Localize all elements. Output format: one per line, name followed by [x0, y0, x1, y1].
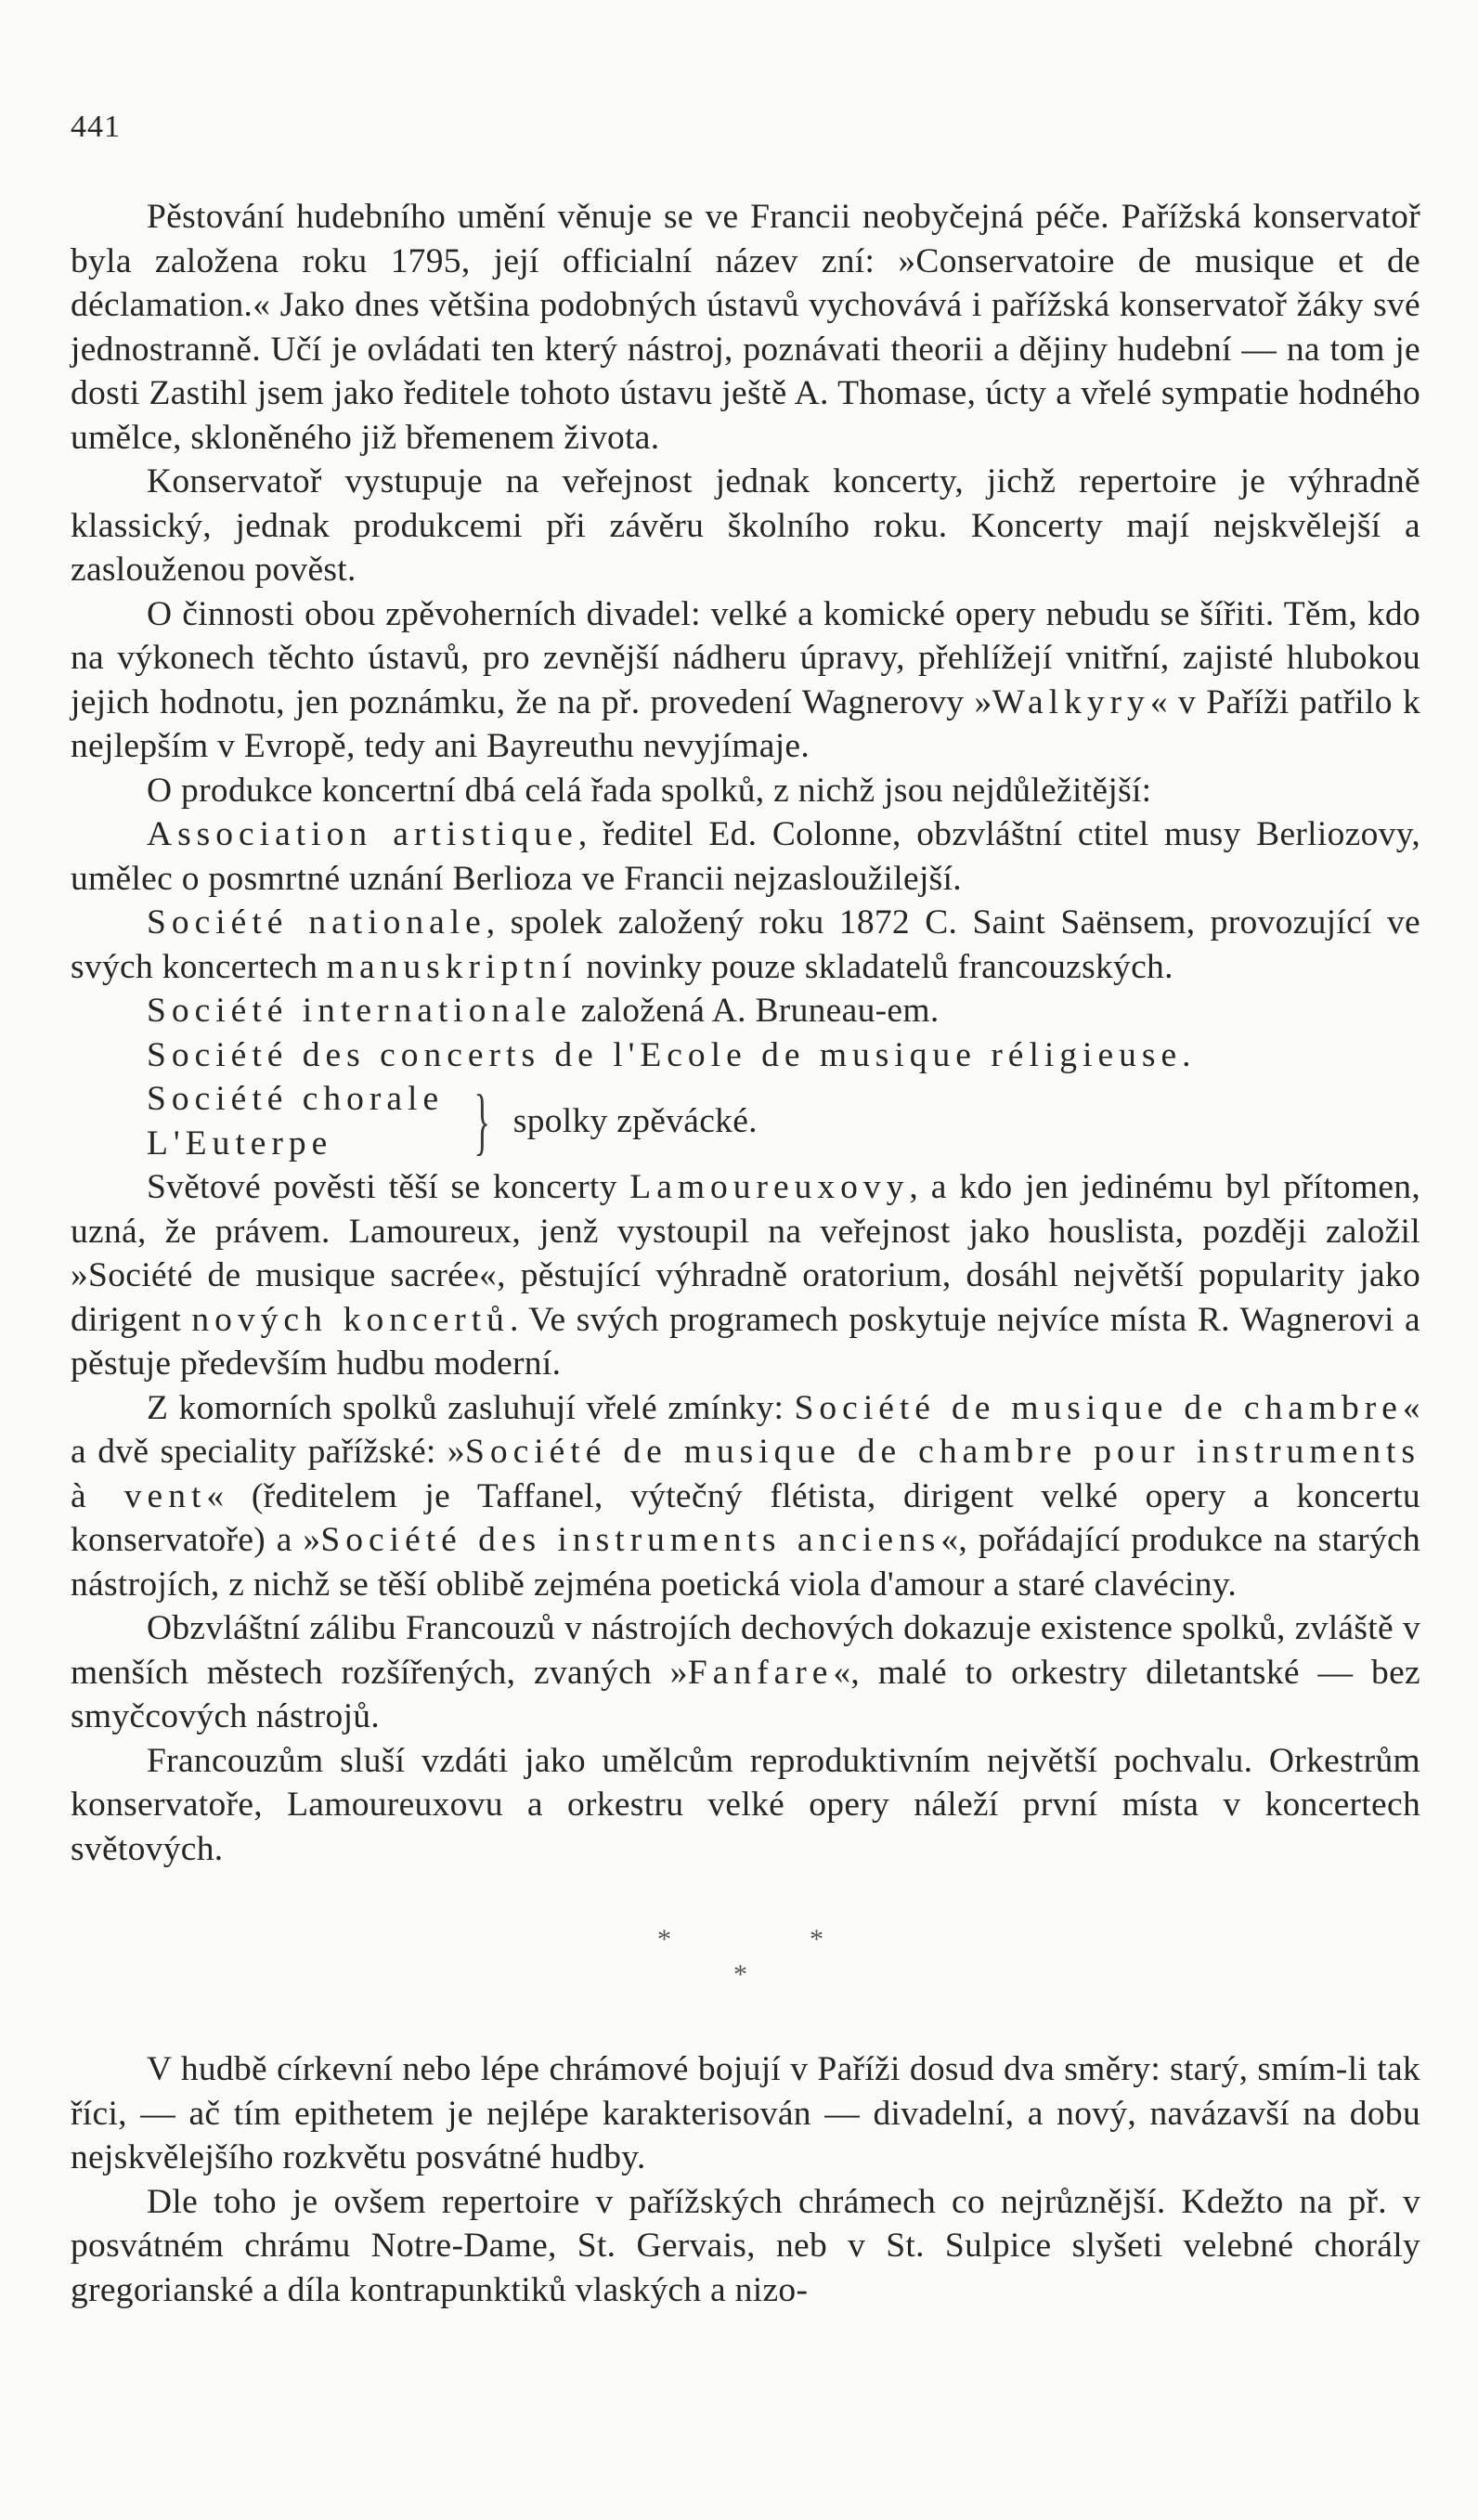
choral-societies-group	[147, 1077, 1420, 1165]
asterisk: *	[810, 1924, 824, 1955]
paragraph-societe-internationale: Société internationale založená A. Bruneau-em.	[147, 992, 940, 1030]
page-number: 441	[71, 110, 121, 144]
choral-societies-note: spolky zpěvácké.	[512, 1101, 758, 1140]
spaced-term: Fanfare	[687, 1653, 834, 1692]
spaced-term: Société des instruments anciens	[320, 1521, 941, 1559]
paragraph-association-artistique: Association artistique, ředitel Ed. Colonne, obzvláštní ctitel musy Berliozovy, umělec o posmrtné uznání Berlioza ve Francii nejzasloužilejší.	[71, 815, 1420, 898]
paragraph-societe-nationale: Société nationale, spolek založený roku 1872 C. Saint Saënsem, provozující ve svých koncertech manuskriptní novinky pouze skladatelů francouzských.	[71, 903, 1420, 986]
spaced-term: manuskriptní	[326, 947, 577, 986]
choral-society-name: Société chorale	[147, 1080, 445, 1118]
spaced-term: Société des concerts de l'Ecole de musique réligieuse	[147, 1035, 1183, 1074]
page-text	[71, 195, 1420, 2312]
paragraph-conservatoire: Pěstování hudebního umění věnuje se ve Francii neobyčejná péče. Pařížská konservatoř byla založena roku 1795, její officialní název zní: »Conservatoire de musique et de déclamation.« Jako dnes většina podobných ústavů vychovává i pařížská konservatoř žáky své jednostranně. Učí je ovládati ten který nástroj, poznávati theorii a dějiny hudební — na tom je dosti Zastihl jsem jako ředitele tohoto ústavu ještě A. Thomase, úcty a vřelé sympatie hodného umělce, skloněného již břemenem života.	[71, 198, 1420, 457]
spaced-term: Société nationale	[147, 903, 486, 942]
spaced-term: Société internationale	[147, 992, 572, 1030]
section-separator	[71, 1908, 1420, 2020]
spaced-term: Lamoureuxovy	[629, 1168, 910, 1206]
spaced-term: nových koncertů	[191, 1300, 510, 1339]
asterisk: *	[657, 1924, 672, 1955]
paragraph-societies-intro: O produkce koncertní dbá celá řada spolků, z nichž jsou nejdůležitější:	[147, 771, 1152, 810]
paragraph-church-music: V hudbě církevní nebo lépe chrámové bojují v Paříži dosud dva směry: starý, smím-li tak říci, — ač tím epithetem je nejlépe karakterisován — divadelní, a nový, navázavší na dobu nejskvělejšího rozkvětu posvátné hudby.	[71, 2050, 1420, 2176]
asterisk: *	[733, 1959, 748, 1990]
curly-brace: }	[473, 1080, 491, 1163]
spaced-term: Association artistique	[147, 815, 578, 853]
paragraph-societe-concerts: Société des concerts de l'Ecole de musique réligieuse.	[147, 1035, 1191, 1074]
paragraph-chamber-music: Z komorních spolků zasluhují vřelé zmínky: Société de musique de chambre« a dvě speciality pařížské: »Société de musique de chambre pour instruments à vent« (ředitelem je Taffanel, výtečný flétista, dirigent velké opery a koncertu konservatoře) a »Société des instruments anciens«, pořádající produkce na starých nástrojích, z nichž se těší oblibě zejména poetická viola d'amour a staré clavéciny.	[71, 1388, 1420, 1604]
paragraph-opera: O činnosti obou zpěvoherních divadel: velké a komické opery nebudu se šířiti. Těm, kdo na výkonech těchto ústavů, pro zevnější nádheru úpravy, přehlížejí vnitřní, zajisté hlubokou jejich hodnotu, jen poznámku, že na př. provedení Wagnerovy »Walkyry« v Paříži patřilo k nejlepším v Evropě, tedy ani Bayreuthu nevyjímaje.	[71, 594, 1421, 765]
paragraph-praise: Francouzům sluší vzdáti jako umělcům reproduktivním největší pochvalu. Orkestrům konservatoře, Lamoureuxovu a orkestru velké opery náleží první místa v koncertech světových.	[71, 1741, 1420, 1868]
paragraph-repertoire: Dle toho je ovšem repertoire v pařížských chrámech co nejrůznější. Kdežto na př. v posvátném chrámu Notre-Dame, St. Gervais, neb v St. Sulpice slyšeti velebné chorály gregorianské a díla kontrapunktiků vlaských a nizo-	[71, 2182, 1420, 2309]
spaced-term: Société de musique de chambre	[794, 1388, 1403, 1427]
spaced-term: Société de musique de chambre pour instruments à vent	[71, 1433, 1420, 1515]
paragraph-wind-instruments: Obzvláštní zálibu Francouzů v nástrojích dechových dokazuje existence spolků, zvláště v menších městech rozšířených, zvaných »Fanfare«, malé to orkestry diletantské — bez smyčcových nástrojů.	[71, 1609, 1420, 1735]
paragraph-concerts: Konservatoř vystupuje na veřejnost jednak koncerty, jichž repertoire je výhradně klassický, jednak produkcemi při závěru školního roku. Koncerty mají nejskvělejší a zaslouženou pověst.	[71, 462, 1420, 589]
spaced-term: Walkyry	[992, 682, 1150, 721]
paragraph-lamoureux: Světové pověsti těší se koncerty Lamoureuxovy, a kdo jen jedinému byl přítomen, uzná, že právem. Lamoureux, jenž vystoupil na veřejnost jako houslista, později založil »Société de musique sacrée«, pěstující výhradně oratorium, dosáhl největší popularity jako dirigent nových koncertů. Ve svých programech poskytuje nejvíce místa R. Wagnerovi a pěstuje především hudbu moderní.	[71, 1168, 1421, 1383]
choral-society-name: L'Euterpe	[147, 1124, 333, 1163]
